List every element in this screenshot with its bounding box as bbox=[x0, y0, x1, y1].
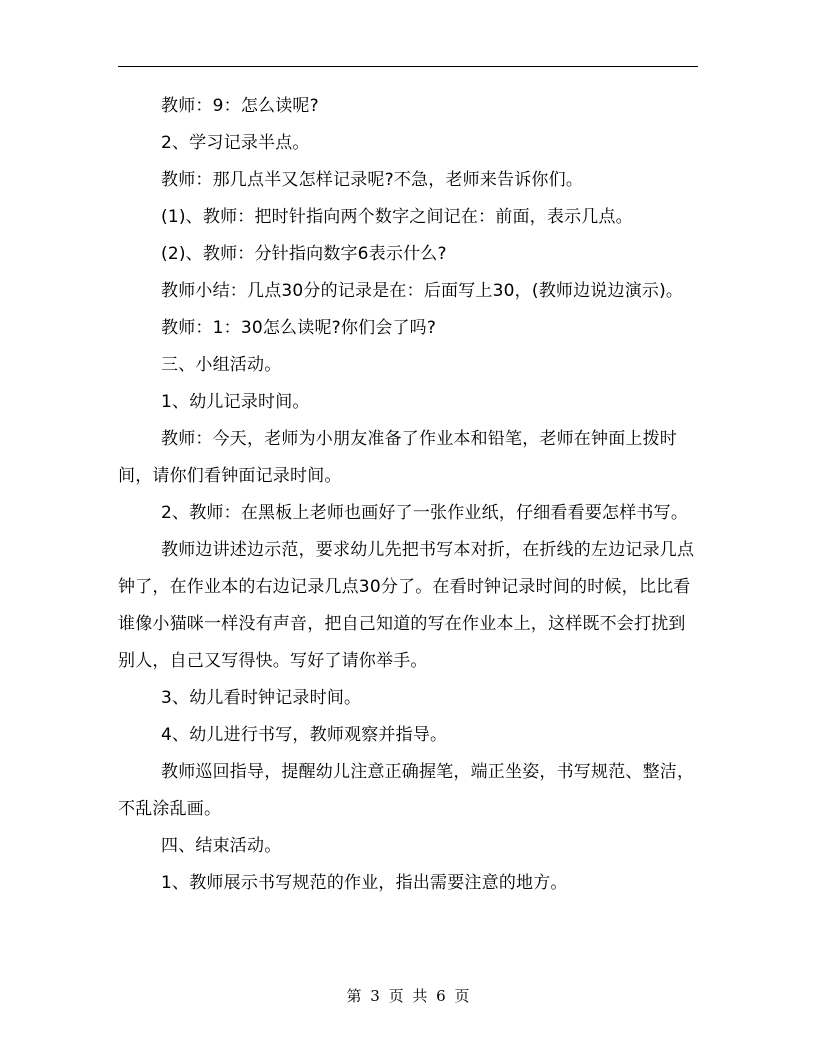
paragraph: 1、幼儿记录时间。 bbox=[161, 392, 310, 412]
paragraph: 2、教师：在黑板上老师也画好了一张作业纸，仔细看看要怎样书写。 bbox=[161, 503, 689, 523]
paragraph: 教师边讲述边示范，要求幼儿先把书写本对折，在折线的左边记录几点钟了，在作业本的右边记录几点30分了。在看时钟记录时间的时候，比比看谁像小猫咪一样没有声音，把自己知道的写在作业本上，这样既不会打扰到别人，自己又写得快。写好了请你举手。 bbox=[118, 540, 695, 671]
header-rule bbox=[118, 66, 698, 67]
paragraph: 2、学习记录半点。 bbox=[161, 133, 310, 153]
paragraph: 教师：那几点半又怎样记录呢?不急，老师来告诉你们。 bbox=[161, 170, 584, 190]
page-number-footer: 第 3 页 共 6 页 bbox=[346, 987, 470, 1005]
paragraph: 4、幼儿进行书写，教师观察并指导。 bbox=[161, 725, 448, 745]
paragraph: 教师：9：怎么读呢? bbox=[161, 96, 319, 116]
paragraph: 教师巡回指导，提醒幼儿注意正确握笔，端正坐姿，书写规范、整洁，不乱涂乱画。 bbox=[118, 762, 695, 819]
paragraph: 教师小结：几点30分的记录是在：后面写上30，(教师边说边演示)。 bbox=[161, 281, 684, 301]
section-heading: 三、小组活动。 bbox=[161, 355, 282, 375]
paragraph: 教师：今天，老师为小朋友准备了作业本和铅笔，老师在钟面上拨时间，请你们看钟面记录时间。 bbox=[118, 429, 677, 486]
paragraph: 3、幼儿看时钟记录时间。 bbox=[161, 688, 362, 708]
paragraph: (2)、教师：分针指向数字6表示什么? bbox=[161, 244, 447, 264]
paragraph: 1、教师展示书写规范的作业，指出需要注意的地方。 bbox=[161, 873, 568, 893]
paragraph: (1)、教师：把时针指向两个数字之间记在：前面，表示几点。 bbox=[161, 207, 633, 227]
section-heading: 四、结束活动。 bbox=[161, 836, 282, 856]
paragraph: 教师：1：30怎么读呢?你们会了吗? bbox=[161, 318, 437, 338]
document-body bbox=[118, 88, 698, 902]
